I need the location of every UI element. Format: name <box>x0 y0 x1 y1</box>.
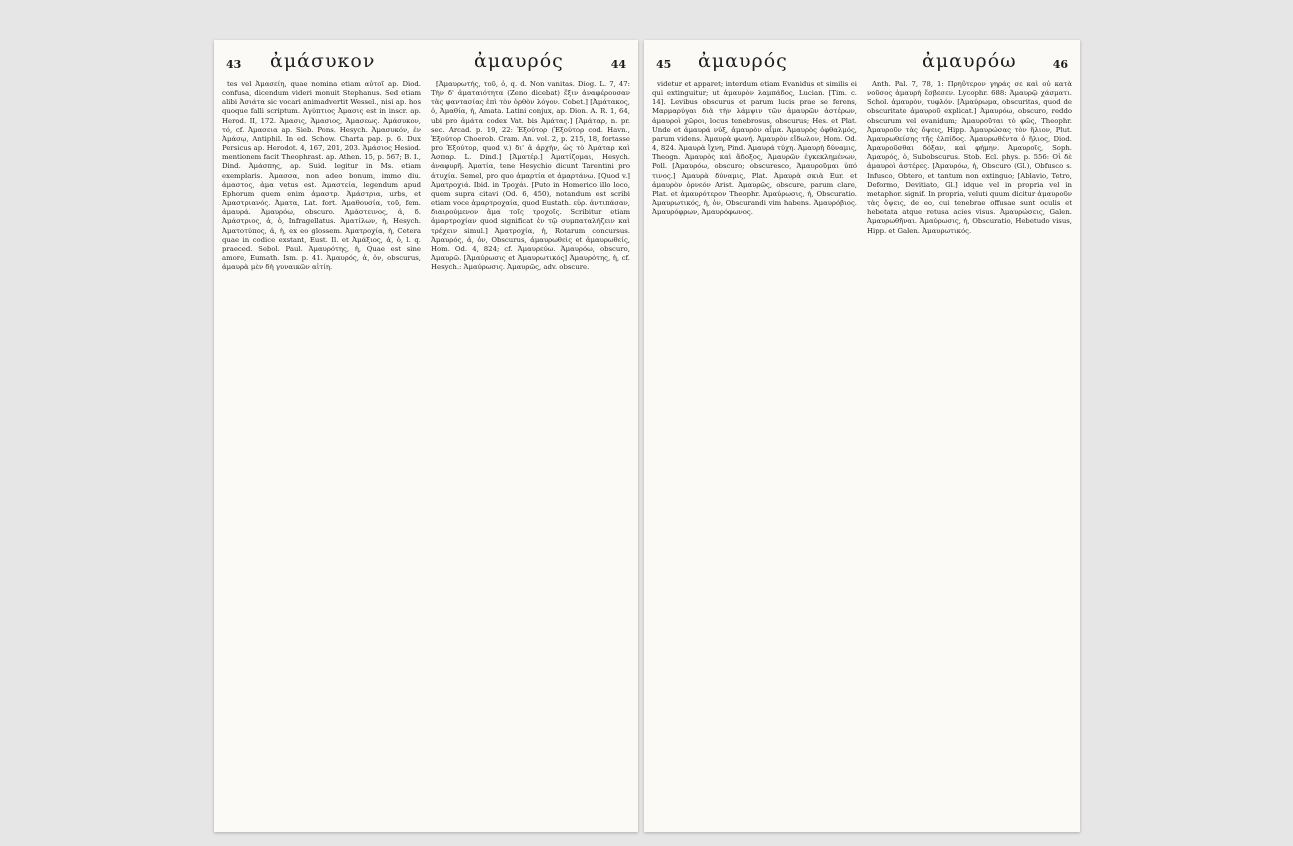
left-page <box>214 40 638 832</box>
page-number-44: 44 <box>610 58 626 71</box>
text-column-43 <box>222 80 421 824</box>
text-column-45 <box>652 80 857 824</box>
right-page-header <box>656 50 1068 76</box>
left-page-columns <box>222 80 630 824</box>
running-headword-right: ἀμαυρός <box>474 50 564 72</box>
column-text: [Ἀμαυρωτής, τοῦ, ὁ, q. d. Non vanitas. Diog. L. 7, 47: Τὴν δ' ἀματαιότητα (Zeno dicebat) ἕξιν ἀναφέρουσαν τὰς φαντασίας ἐπὶ τὸν ὀρθὸν λόγον. Cobet.] [Ἀμάτακος, ὁ, Ἀμαθία, ἡ, Amata. Latini conjux, ap. Dion. A. R. 1, 64, ubi pro ἀμάτα codex Vat. bis Ἀμάτας.] [Ἀμάταρ, n. pr. sec. Arcad. p. 19, 22: Ἐξούτορ (Ἐξούτορ cod. Havn., Ἐξούτορ Choerob. Cram. An. vol. 2, p. 215, 18, fortasse pro Ἐξούτορ, quod v.) δι' ἀ ἀρχήν, ὡς τὸ Ἀμάταρ καὶ Ἀσπαρ. L. Dind.] [Ἀματέρ.] Ἀματίζομαι, Hesych. ἀναφυρῆ. Ἀματία, tene Hesychio dicunt Tarentini pro ἀτυχία. Semel, pro quo ἀμαρτία et ἀμαρτάνω. [Quod v.] Ἀματροχιά. Ibid. in Τροχάι. [Puto in Homerico illo loco, quem supra citavi (Od. 6, 450), notandum est scribi etiam voce ἀμαρτροχαία, quod Eustath. εὐρ. ἀντιπάσαν, διαιρούμενον ἅμα τοῖς τροχοῖς. Scribitur etiam ἁμαρτροχίαν quod significat ἐν τῷ συμπαταλήζειν καὶ τρέχειν simul.] Ἀματροχία, ἡ, Rotarum concursus. Ἁμαυρός, ἀ, ὁν, Obscurus, ἀμαυρωθεὶς et ἀμαυρωθείς, Hom. Od. 4, 824; cf. Ἀμαυρεύω. Ἀμαυρόω, obscuro, Ἀμαυρῶ. [Ἀμαύρωσις et Ἀμαυρωτικός] Ἀμαυρότης, ἡ, cf. Hesych.: Ἀμαύρωσις. Ἁμαυρῶς, adv. obscure. <box>431 80 630 272</box>
text-column-46 <box>867 80 1072 824</box>
column-text: videtur et apparet; interdum etiam Evanidus et similis ei qui extinguitur; ut ἀμαυρὸν λαμπάδος, Lucian. [Tim. c. 14]. Levibus obscurus et parum lucis prae se ferens, Μαρμαρύγαι διὰ τὴν λάμψιν τῶν ἀμαυρῶν ἀστέρων, ἀμαυροὶ χῶροι, locus tenebrosus, obscurus; Hes. et Plat. Unde et ἀμαυρά νύξ, ἀμαυρὸν αἷμα. Ἀμαυρὸς ὀφθαλμός, parum videns. Ἀμαυρὰ φωνή. Ἀμαυρὸν εἴδωλον, Hom. Od. 4, 824. Ἀμαυρὰ ἴχνη, Pind. Ἀμαυρά τύχη. Ἀμαυρὴ δύναμις, Theogn. Ἀμαυρὸς καὶ ἄδοξος, Ἀμαυρῶν ἐγκεκλημένων, Poll. [Ἀμαυρόω, obscuro; obscuresco, Ἀμαυροῦμαι ὑπό τινος.] Ἀμαυρὰ δύναμις, Plat. Ἀμαυρὰ σκιὰ Eur. et ἀμαυρὸν ὀρνεόν Arist. Ἀμαυρῶς, obscure, parum clare, Plat. et ἀμαυρότερον Theophr. Ἀμαύρωσις, ἡ, Obscuratio. Ἀμαυρωτικός, ἡ, ὁν, Obscurandi vim habens. Ἀμαυρόβιος. Ἀμαυρόφρων, Ἀμαυρόφωνος. <box>652 80 857 217</box>
column-text: Anth. Pal. 7, 78, 1: Πρηΰτερον γηράς σε καὶ οὐ κατὰ νοῦσος ἀμαυρὴ ἔσβεσεν. Lycophr. 688: Ἀμαυρῷ χάσματι. Schol. ἀμαυρὸν, τυφλόν. [Ἀμαύρωμα, obscuritas, quod de obscuritate ἀμαυροῦ explicat.] Ἀμαυρόω, obscuro, reddo obscurum vel evanidum; Ἀμαυροῦται τὸ φῶς, Theophr. Ἀμαυροῦν τὰς ὄψεις, Hipp. Ἀμαυρώσας τὸν ἥλιον, Plut. Ἀμαυρωθείσης τῆς ἐλπίδος. Ἀμαυρωθέντα ὁ ἥλιος, Diod. Ἀμαυροῦσθαι δόξαν, καὶ φήμην. Ἀμαυροῖς, Soph. Ἀμαυρός, ὁ, Subobscurus. Stob. Ecl. phys. p. 556: Οἱ δὲ ἀμαυροὶ ἀστέρες. [Ἀμαυρόω, ἡ, Obscuro (Gl.), Obfusco s. Infusco, Obtero, et tantum non extinguo; [Ablavio, Tetro, Deformo, Devitiato, Gl.] idque vel in propria vel in metaphor. signif. In propria, veluti quum dicitur ἀμαυροῦν τὰς ὄψεις, de eo, cui tenebrae offusae sunt oculis et hebetata atque retusa acies visus. Ἀμαυρώσεις, Galen. Ἀμαυρωθῆναι. Ἀμαύρωσις, ἡ, Obscuratio, Hebetudo visus, Hipp. et Galen. Ἀμαυρωτικός. <box>867 80 1072 235</box>
left-page-header <box>226 50 626 76</box>
right-page <box>644 40 1080 832</box>
running-headword-left: ἀμάσυκον <box>270 50 376 72</box>
right-page-columns <box>652 80 1072 824</box>
page-number-45: 45 <box>656 58 672 71</box>
text-column-44 <box>431 80 630 824</box>
page-number-46: 46 <box>1052 58 1068 71</box>
running-headword-right: ἀμαυρόω <box>922 50 1017 72</box>
page-number-43: 43 <box>226 58 242 71</box>
running-headword-left: ἀμαυρός <box>698 50 788 72</box>
column-text: tes vel Ἀμασείη, quae nomina etiam αὐτοῖ ap. Diod. confusa, dicendum videri monuit Stephanus. Sed etiam alibi Ἀσιάτα sic vocari animadvertit Wessel., nisi ap. hos quoque falli scriptum. Ἀγύπτιος Ἀμασις est in inscr. ap. Herod. II, 172. Ἀμασις, Ἀμασιος, Ἀμασεως. Ἀμάσυκον, τό, cf. Ἀμασεια ap. Sieb. Pons. Hesych. Ἀμασυκόν, ἐν Ἀμάσῳ, Antiphil. In ed. Schow. Charta pap. p. 6. Dux Persicus ap. Herodot. 4, 167, 201, 203. Ἀμάσιος Hesiod. mentionem facit Theophrast. ap. Athen. 15, p. 567; B. I., Dind. Ἀμάσπης, ap. Suid. legitur in Ms. etiam exemplaris. Ἀμασσα, non adeo bonum, immo diu. ἀμαστος, ἀμα vetus est. Ἀμαστεία, legendum apud Ephorum quem enim ἀμαστρ. Ἀμάστρια, urbs, et Ἀμαστριανός. Ἀματα, Lat. fort. Ἀμαθουσία, τοῦ, fem. ἀμαυρά. Ἀμαυρόω, obscuro. Ἀμάστεινος, ἀ, δ. Ἀμάστριος, ἀ, ὁ, Infragellatus. Ἀματίλων, ἡ, Hesych. Ἀματοτύπος, ἀ, ἡ, ex eo glossem. Ἀματροχία, ἡ, Cetera quae in codice exstant, Eust. Il. et Ἀμάξιος, ἀ, ὁ, l. q. praeced. Sebol. Paul. Ἀμαυρότης, ἡ, Quae est sine amore, Eumath. Ism. p. 41. Ἀμαυρός, ἀ, ὁν, obscurus, ἀμαυρὰ μὲν δὴ γυναικῶν αἰτίη. <box>222 80 421 272</box>
